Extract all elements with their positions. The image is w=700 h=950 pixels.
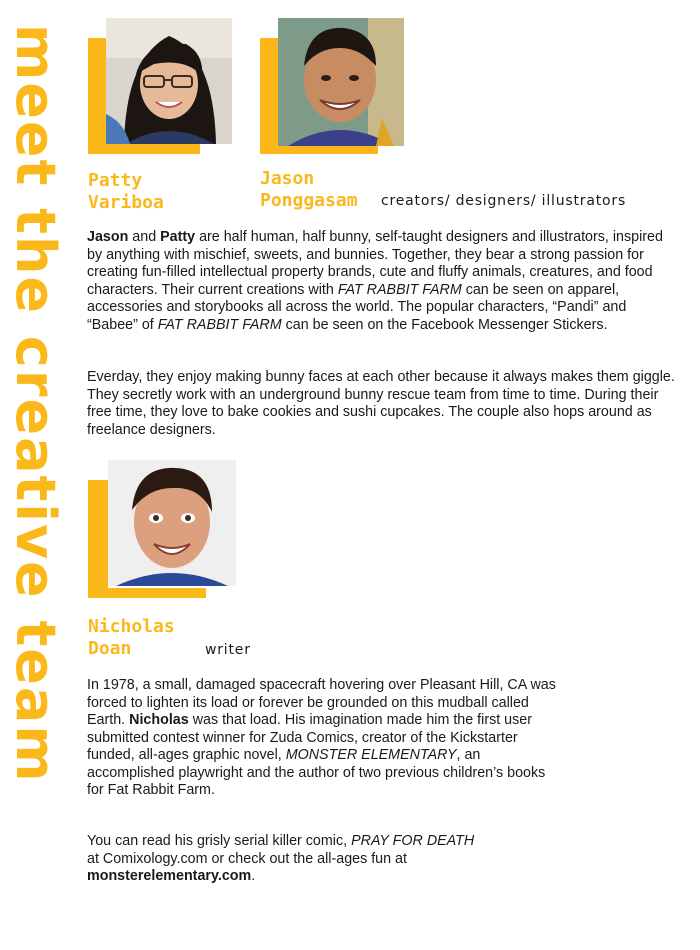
- bio-text: can be seen on the Facebook Messenger Stickers.: [281, 316, 608, 333]
- jason-first-name: Jason: [260, 168, 315, 189]
- nicholas-last-name: Doan: [88, 638, 132, 659]
- comic-title: PRAY FOR DEATH: [351, 833, 475, 849]
- bio-text: was that load. His imagination made him the first user submitted contest winner for Zuda Comics, creator of the Kickstarter funded, all-ages graphic novel,: [87, 712, 532, 763]
- nicholas-first-name: Nicholas: [88, 616, 175, 637]
- creators-role: creators/ designers/ illustrators: [381, 193, 627, 209]
- patty-name: [88, 170, 164, 214]
- brand-name: FAT RABBIT FARM: [157, 316, 282, 333]
- nicholas-portrait: [108, 460, 236, 586]
- bio-text: are half human, half bunny, self-taught designers and illustrators, inspired by anything with mischief, sweets, and bunnies. Together, they bear a strong passion for creating fun-filled intellectual property brands, cute and fluffy animals, creatures, and food characters. Their current creations with: [87, 229, 663, 298]
- patty-photo: [88, 18, 232, 154]
- jason-portrait: [278, 18, 404, 146]
- bio-name-patty: Patty: [160, 229, 196, 245]
- bio-name-jason: Jason: [87, 229, 129, 245]
- bio-text: at Comixology.com or check out the all-ages fun at: [87, 850, 407, 867]
- bio-text: .: [251, 868, 256, 884]
- nicholas-role: writer: [205, 642, 251, 658]
- nicholas-name: [88, 616, 175, 660]
- brand-name: FAT RABBIT FARM: [337, 281, 462, 298]
- bio-text: and: [128, 229, 161, 245]
- bio-text: can be seen on apparel, accessories and storybooks all across the world. The popular characters, “Pandi” and “Babee” of: [87, 281, 627, 333]
- patty-first-name: Patty: [88, 170, 143, 191]
- bio-text: , an accomplished playwright and the author of two previous children’s books for Fat Rabbit Farm.: [87, 747, 546, 798]
- jason-last-name: Ponggasam: [260, 190, 358, 211]
- patty-portrait: [106, 18, 232, 144]
- jason-photo: [260, 18, 404, 154]
- bio-text: In 1978, a small, damaged spacecraft hovering over Pleasant Hill, CA was forced to lighten its load or forever be grounded on this mudball called Earth.: [87, 677, 556, 728]
- jason-name: [260, 168, 358, 212]
- book-title: MONSTER ELEMENTARY: [285, 747, 457, 763]
- nicholas-photo: [88, 460, 236, 598]
- website-name: monsterelementary.com: [87, 868, 252, 884]
- nicholas-bio-paragraph-1: [87, 677, 561, 800]
- patty-last-name: Variboa: [88, 192, 164, 213]
- creators-bio-paragraph-2: Everday, they enjoy making bunny faces at each other because it always makes them giggle. They secretly work with an underground bunny rescue team from time to time. During their free time, they love to bake cookies and sushi cupcakes. The couple also hops around as freelance designers.: [87, 369, 675, 438]
- creators-bio-paragraph-1: [87, 229, 677, 334]
- bio-text: You can read his grisly serial killer comic,: [87, 833, 352, 849]
- bio-name-nicholas: Nicholas: [129, 712, 189, 728]
- nicholas-bio-paragraph-2: [87, 833, 487, 886]
- side-title: meet the creative team: [4, 24, 67, 784]
